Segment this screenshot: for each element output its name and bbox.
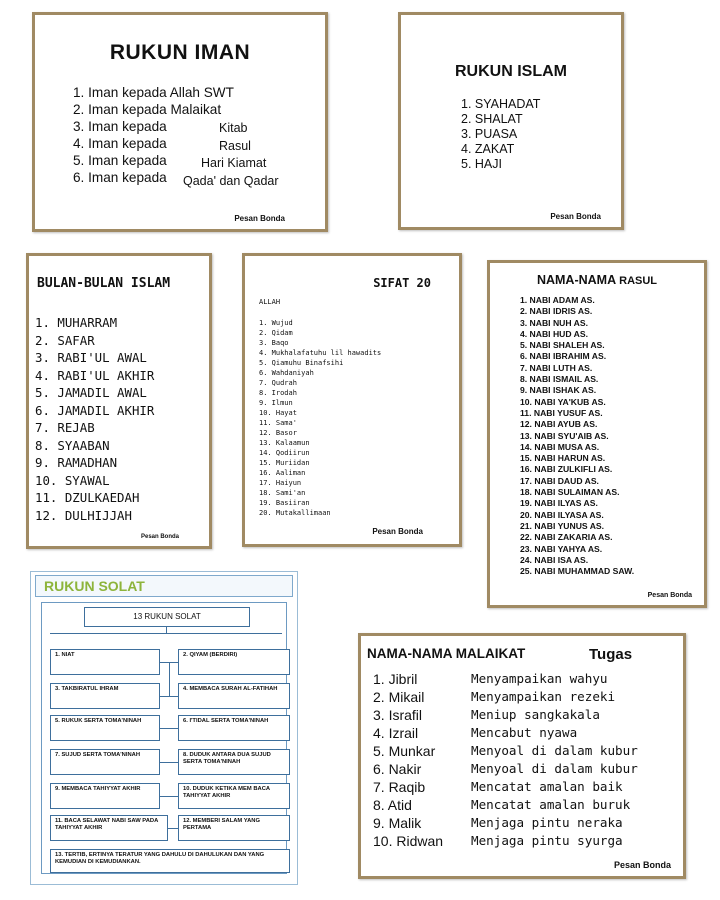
credit-label: Pesan Bonda [140, 534, 179, 540]
list-item: 12. NABI AYUB AS. [520, 419, 598, 430]
rukun-solat-panel [41, 602, 287, 874]
list-item: 3. Iman kepada [73, 119, 167, 134]
list-item: 11. Sama' [259, 419, 297, 427]
list-item: 1. MUHARRAM [35, 315, 118, 330]
list-item: 15. Muriidan [259, 459, 310, 467]
list-item: 6. Iman kepada [73, 170, 167, 185]
list-item: 17. Haiyun [259, 479, 302, 487]
list-item: 18. Sami'an [259, 489, 306, 497]
malaikat-task: Mencabut nyawa [471, 725, 578, 740]
sifat-20-title: SIFAT 20 [373, 276, 431, 290]
list-item: 22. NABI ZAKARIA AS. [520, 532, 613, 543]
rukun-solat-step: 6. I'TIDAL SERTA TOMA'NINAH [178, 715, 290, 741]
list-item: 12. Basor [259, 429, 297, 437]
nama-rasul-title [490, 273, 704, 287]
list-item: 9. Ilmun [259, 399, 293, 407]
list-item: 12. DULHIJJAH [35, 507, 132, 523]
list-item: 19. NABI ILYAS AS. [520, 498, 598, 509]
connector-line [50, 633, 282, 634]
list-item: 8. NABI ISMAIL AS. [520, 374, 599, 385]
connector-line [169, 696, 178, 697]
list-item: 19. Basiiran [259, 499, 310, 507]
rukun-solat-step: 4. MEMBACA SURAH AL-FATIHAH [178, 683, 290, 709]
connector-line [168, 828, 178, 829]
list-item: 2. Qidam [259, 329, 293, 337]
list-item: 11. NABI YUSUF AS. [520, 407, 603, 418]
malaikat-task: Menjaga pintu neraka [471, 815, 623, 830]
nama-rasul-title-main: NAMA-NAMA [536, 273, 616, 287]
list-item: 10. Hayat [259, 409, 297, 417]
list-item: 2. NABI IDRIS AS. [520, 306, 593, 317]
nama-rasul-list [520, 295, 634, 577]
rukun-solat-step: 3. TAKBIRATUL IHRAM [50, 683, 160, 709]
malaikat-task: Menyoal di dalam kubur [471, 761, 638, 776]
rukun-solat-step: 5. RUKUK SERTA TOMA'NINAH [50, 715, 160, 741]
rukun-islam-card [398, 12, 624, 230]
malaikat-name: 7. Raqib [373, 779, 426, 795]
list-item: 16. NABI ZULKIFLI AS. [520, 464, 613, 475]
list-item: 8. SYAABAN [35, 437, 110, 453]
list-item: 10. SYAWAL [35, 472, 110, 488]
malaikat-name: 9. Malik [373, 815, 422, 831]
sifat-20-list [259, 318, 381, 518]
rukun-solat-step: 7. SUJUD SERTA TOMA'NINAH [50, 749, 160, 775]
rukun-islam-list [461, 97, 540, 172]
rukun-solat-step: 10. DUDUK KETIKA MEM BACA TAHIYYAT AKHIR [178, 783, 290, 809]
rukun-iman-card [32, 12, 328, 232]
list-item: 6. Wahdaniyah [259, 369, 314, 377]
connector-line [169, 662, 170, 696]
rukun-solat-step: 1. NIAT [50, 649, 160, 675]
malaikat-name: 5. Munkar [373, 743, 436, 759]
list-item: 14. NABI MUSA AS. [520, 441, 600, 452]
list-item: 5. Iman kepada [73, 153, 167, 168]
rukun-solat-card [30, 571, 298, 885]
list-item: 16. Aaliman [259, 469, 306, 477]
list-item: 18. NABI SULAIMAN AS. [520, 487, 620, 498]
list-item: 4. ZAKAT [461, 142, 515, 156]
rukun-solat-step: 8. DUDUK ANTARA DUA SUJUD SERTA TOMA'NINAH [178, 749, 290, 775]
nama-malaikat-card [358, 633, 686, 879]
malaikat-task: Mencatat amalan buruk [471, 797, 631, 812]
list-item: 1. Wujud [259, 319, 293, 327]
list-item: 7. REJAB [35, 420, 95, 435]
list-item: 6. JAMADIL AKHIR [35, 402, 155, 418]
rukun-solat-title: RUKUN SOLAT [44, 578, 145, 594]
malaikat-name: 6. Nakir [373, 761, 422, 777]
malaikat-task: Menyoal di dalam kubur [471, 743, 638, 758]
rukun-iman-list [73, 84, 234, 186]
list-item: 4. NABI HUD AS. [520, 328, 588, 339]
malaikat-name: 8. Atid [373, 797, 412, 813]
list-item: 3. PUASA [461, 127, 518, 141]
overlay-text: Rasul [219, 139, 251, 153]
connector-line [160, 662, 169, 663]
list-item: 10. NABI YA'KUB AS. [520, 396, 606, 407]
credit-label: Pesan Bonda [647, 592, 692, 599]
list-item: 3. Baqo [259, 339, 289, 347]
rukun-solat-step: 12. MEMBERI SALAM YANG PERTAMA [178, 815, 290, 841]
bulan-islam-card [26, 253, 212, 549]
malaikat-task: Menjaga pintu syurga [471, 833, 623, 848]
list-item: 3. RABI'UL AWAL [35, 350, 147, 365]
list-item: 20. Mutakallimaan [259, 509, 331, 517]
list-item: 15. NABI HARUN AS. [520, 453, 606, 464]
list-item: 4. Mukhalafatuhu lil hawadits [259, 349, 382, 357]
list-item: 11. DZULKAEDAH [35, 490, 140, 505]
list-item: 25. NABI MUHAMMAD SAW. [520, 566, 635, 577]
list-item: 3. NABI NUH AS. [520, 317, 588, 328]
rukun-iman-title: RUKUN IMAN [109, 41, 251, 64]
malaikat-name: 2. Mikail [373, 689, 425, 705]
list-item: 7. Qudrah [259, 379, 297, 387]
connector-line [169, 662, 178, 663]
list-item: 4. Iman kepada [73, 136, 167, 151]
sifat-20-card [242, 253, 462, 547]
credit-label: Pesan Bonda [372, 527, 423, 536]
list-item: 5. HAJI [461, 157, 502, 171]
list-item: 2. SAFAR [35, 332, 95, 348]
list-item: 13. NABI SYU'AIB AS. [520, 430, 609, 441]
list-item: 24. NABI ISA AS. [520, 554, 589, 565]
malaikat-name: 10. Ridwan [373, 833, 444, 849]
connector-line [160, 796, 178, 797]
list-item: 2. SHALAT [461, 112, 523, 126]
malaikat-task: Menyampaikan rezeki [471, 689, 616, 704]
rukun-solat-step: 9. MEMBACA TAHIYYAT AKHIR [50, 783, 160, 809]
malaikat-name: 1. Jibril [373, 671, 418, 687]
list-item: 5. NABI SHALEH AS. [520, 340, 605, 351]
rukun-islam-title: RUKUN ISLAM [455, 63, 567, 80]
list-item: 9. RAMADHAN [35, 455, 118, 470]
overlay-text: Qada' dan Qadar [183, 174, 279, 188]
credit-label: Pesan Bonda [550, 212, 601, 221]
bulan-islam-title: BULAN-BULAN ISLAM [37, 276, 171, 291]
list-item: 1. SYAHADAT [461, 97, 541, 111]
nama-rasul-card [487, 260, 707, 608]
list-item: 1. Iman kepada Allah SWT [73, 85, 234, 100]
sifat-20-subtitle: ALLAH [259, 298, 281, 306]
connector-line [160, 762, 178, 763]
list-item: 6. NABI IBRAHIM AS. [520, 351, 607, 362]
list-item: 5. JAMADIL AWAL [35, 385, 147, 400]
overlay-text: Kitab [219, 121, 248, 135]
malaikat-name: 3. Israfil [373, 707, 423, 723]
connector-line [160, 696, 169, 697]
list-item: 4. RABI'UL AKHIR [35, 367, 155, 383]
rukun-solat-step: 2. QIYAM (BERDIRI) [178, 649, 290, 675]
list-item: 23. NABI YAHYA AS. [520, 543, 603, 554]
malaikat-task: Menyampaikan wahyu [471, 671, 608, 686]
nama-malaikat-title: NAMA-NAMA MALAIKAT [367, 646, 526, 661]
credit-label: Pesan Bonda [234, 214, 285, 223]
list-item: 1. NABI ADAM AS. [520, 295, 595, 305]
malaikat-task: Meniup sangkakala [471, 707, 600, 722]
list-item: 20. NABI ILYASA AS. [520, 509, 604, 520]
malaikat-task: Mencatat amalan baik [471, 779, 623, 794]
connector-line [160, 728, 178, 729]
list-item: 8. Irodah [259, 389, 297, 397]
list-item: 17. NABI DAUD AS. [520, 475, 599, 486]
list-item: 7. NABI LUTH AS. [520, 362, 593, 373]
nama-rasul-title-small: RASUL [619, 275, 658, 287]
list-item: 2. Iman kepada Malaikat [73, 102, 222, 117]
overlay-text: Hari Kiamat [201, 156, 267, 170]
bulan-islam-list [35, 314, 154, 524]
malaikat-name: 4. Izrail [373, 725, 419, 741]
rukun-solat-box-title: 13 RUKUN SOLAT [84, 607, 250, 627]
list-item: 9. NABI ISHAK AS. [520, 385, 597, 396]
credit-label: Pesan Bonda [613, 860, 671, 870]
rukun-solat-header [35, 575, 293, 597]
list-item: 5. Qiamuhu Binafsihi [259, 359, 344, 367]
tugas-label: Tugas [589, 646, 633, 663]
list-item: 21. NABI YUNUS AS. [520, 520, 605, 531]
list-item: 13. Kalaamun [259, 439, 310, 447]
rukun-solat-step: 11. BACA SELAWAT NABI SAW PADA TAHIYYAT AKHIR [50, 815, 168, 841]
list-item: 14. Qodiirun [259, 449, 310, 457]
rukun-solat-step: 13. TERTIB, ERTINYA TERATUR YANG DAHULU DI DAHULUKAN DAN YANG KEMUDIAN DI KEMUDIANKAN. [50, 849, 290, 873]
